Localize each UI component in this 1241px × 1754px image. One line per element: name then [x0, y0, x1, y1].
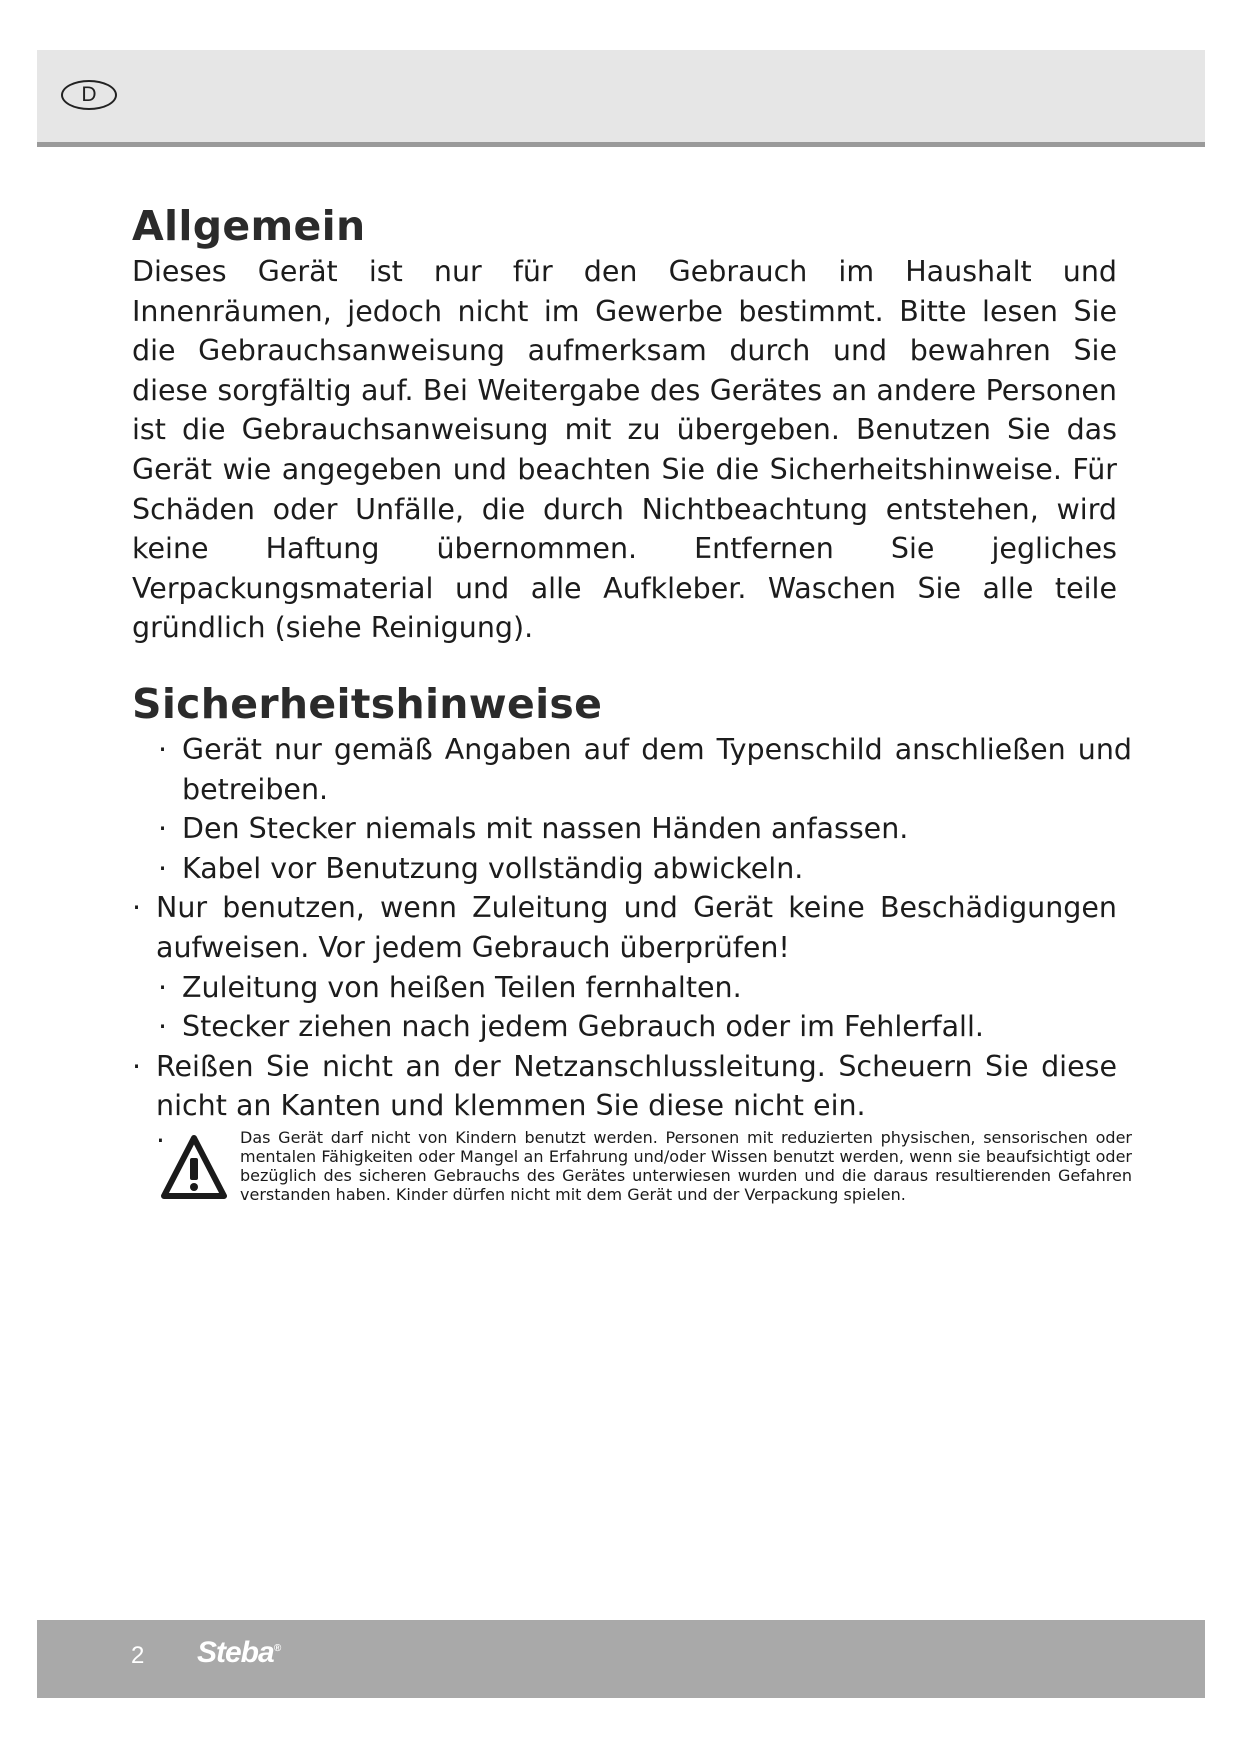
bullet-icon: · — [158, 851, 168, 885]
list-item-text: Kabel vor Benutzung vollständig abwickeln. — [182, 851, 804, 885]
warning-item — [132, 1123, 1132, 1204]
bullet-icon: · — [158, 970, 168, 1004]
list-item-text: Den Stecker niemals mit nassen Händen anfassen. — [182, 812, 909, 846]
list-item-text: Reißen Sie nicht an der Netzanschlussleitung. Scheuern Sie diese nicht an Kanten und klemmen Sie diese nicht ein. — [156, 1049, 1117, 1123]
list-item-text: Stecker ziehen nach jedem Gebrauch oder im Fehlerfall. — [182, 1010, 984, 1044]
section-title-general: Allgemein — [132, 202, 366, 250]
footer-bar — [37, 1620, 1205, 1698]
bullet-icon: · — [156, 1123, 165, 1157]
list-item — [132, 888, 1117, 967]
list-item-text: Zuleitung von heißen Teilen fernhalten. — [182, 970, 742, 1004]
bullet-icon: · — [132, 891, 142, 925]
warning-triangle-icon — [156, 1123, 230, 1204]
bullet-icon: · — [158, 732, 168, 766]
bullet-icon: · — [158, 812, 168, 846]
list-item — [132, 1047, 1117, 1126]
safety-list — [132, 730, 1132, 1126]
brand-name: Steba — [197, 1636, 274, 1669]
list-item — [132, 730, 1132, 809]
list-item-text: Gerät nur gemäß Angaben auf dem Typenschild anschließen und betreiben. — [182, 732, 1132, 806]
section-title-safety: Sicherheitshinweise — [132, 679, 603, 728]
language-badge: D — [61, 80, 117, 110]
brand-logo: Steba® — [197, 1636, 281, 1669]
list-item — [132, 849, 1132, 889]
general-paragraph: Dieses Gerät ist nur für den Gebrauch im Haushalt und Innenräumen, jedoch nicht im Gewerbe bestimmt. Bitte lesen Sie die Gebrauchsanweisung aufmerksam durch und bewahren Sie diese sorgfältig auf. Bei Weitergabe des Gerätes an andere Personen ist die Gebrauchsanweisung mit zu übergeben. Benutzen Sie das Gerät wie angegeben und beachten Sie die Sicherheitshinweise. Für Schäden oder Unfälle, die durch Nichtbeachtung entstehen, wird keine Haftung übernommen. Entfernen Sie jegliches Verpackungsmaterial und alle Aufkleber. Waschen Sie alle teile gründlich (siehe Reinigung). — [132, 255, 1117, 645]
header-bar — [37, 50, 1205, 147]
page-number: 2 — [131, 1642, 145, 1669]
bullet-icon: · — [132, 1049, 142, 1083]
list-item — [132, 968, 1132, 1008]
bullet-icon: · — [158, 1010, 168, 1044]
list-item — [132, 1007, 1132, 1047]
list-item-text: Nur benutzen, wenn Zuleitung und Gerät keine Beschädigungen aufweisen. Vor jedem Gebrauch überprüfen! — [156, 891, 1117, 964]
page-content — [132, 200, 1132, 1204]
list-item — [132, 809, 1132, 849]
warning-text: Das Gerät darf nicht von Kindern benutzt werden. Personen mit reduzierten physischen, sensorischen oder mentalen Fähigkeiten oder Mangel an Erfahrung und/oder Wissen benutzt werden, wenn sie beaufsichtigt oder bezüglich des sicheren Gebrauchs des Gerätes unterwiesen wurden und die daraus resultierenden Gefahren verstanden haben. Kinder dürfen nicht mit dem Gerät und der Verpackung spielen. — [240, 1127, 1132, 1204]
